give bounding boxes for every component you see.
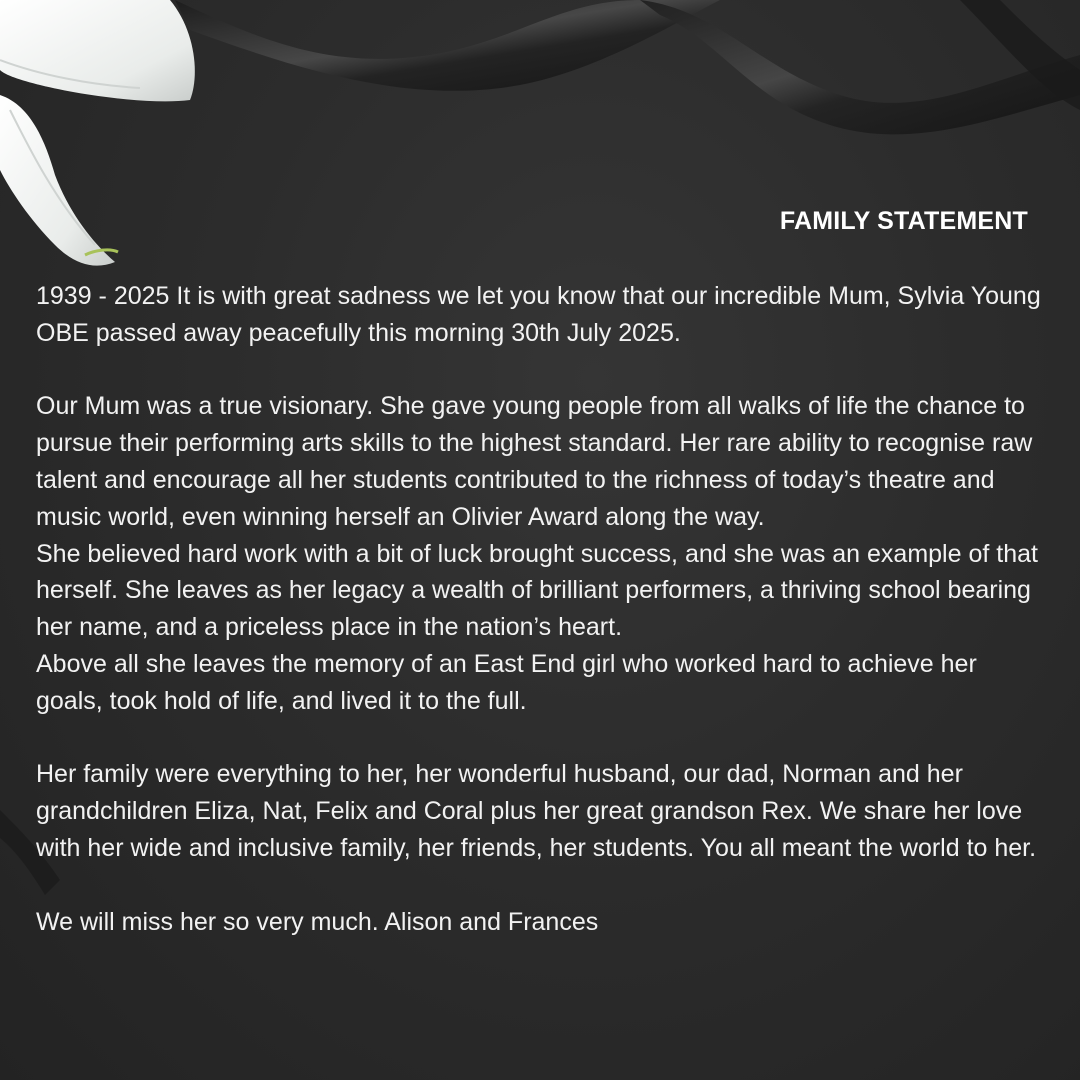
paragraph-spacer	[36, 352, 1048, 389]
paragraph-announcement: 1939 - 2025 It is with great sadness we let you know that our incredible Mum, Sylvia Young OBE passed away peacefully this morning 30th July 2025.	[36, 282, 1041, 347]
lily-flower-icon	[0, 0, 195, 266]
statement-body	[36, 278, 1048, 940]
paragraph-spacer	[36, 867, 1048, 904]
paragraph-visionary: Our Mum was a true visionary. She gave young people from all walks of life the chance to pursue their performing arts skills to the highest standard. Her rare ability to recognise raw talent and encourage all her students contributed to the richness of today’s theatre and music world, even winning herself an Olivier Award along the way.	[36, 392, 1033, 531]
paragraph-spacer	[36, 720, 1048, 757]
paragraph-east-end: Above all she leaves the memory of an East End girl who worked hard to achieve her goals, took hold of life, and lived it to the full.	[36, 649, 977, 715]
statement-heading: FAMILY STATEMENT	[779, 207, 1028, 235]
paragraph-closing: We will miss her so very much. Alison and Frances	[36, 907, 599, 936]
paragraph-legacy: She believed hard work with a bit of luck brought success, and she was an example of that herself. She leaves as her legacy a wealth of brilliant performers, a thriving school bearing her name, and a priceless place in the nation’s heart.	[36, 539, 1038, 642]
paragraph-family: Her family were everything to her, her wonderful husband, our dad, Norman and her grandchildren Eliza, Nat, Felix and Coral plus her great grandson Rex. We share her love with her wide and inclusive family, her friends, her students. You all meant the world to her.	[36, 760, 1037, 862]
